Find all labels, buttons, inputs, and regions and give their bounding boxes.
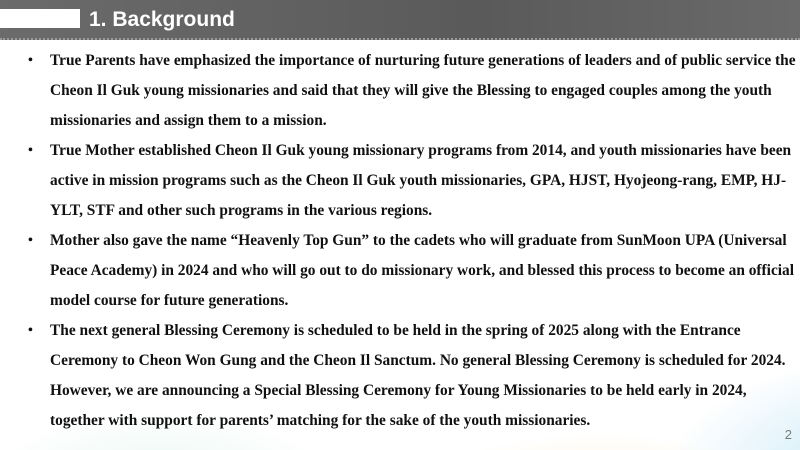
bullet-item xyxy=(24,136,800,226)
bullet-list xyxy=(24,46,800,436)
bullet-marker: • xyxy=(28,143,33,158)
bullet-marker: • xyxy=(28,53,33,68)
header-accent-box xyxy=(0,9,80,28)
header-dotted-divider xyxy=(0,38,800,40)
bullet-marker: • xyxy=(28,323,33,338)
bullet-text: The next general Blessing Ceremony is scheduled to be held in the spring of 2025 along with the Entrance Ceremony to Cheon Won Gung and the Cheon Il Sanctum. No general Blessing Ceremony is scheduled for 2024. However, we are announcing a Special Blessing Ceremony for Young Missionaries to be held early in 2024, together with support for parents’ matching for the sake of the youth missionaries. xyxy=(50,322,786,429)
bullet-text: True Mother established Cheon Il Guk young missionary programs from 2014, and youth missionaries have been active in mission programs such as the Cheon Il Guk youth missionaries, GPA, HJST, Hyojeong-rang, EMP, HJ-YLT, STF and other such programs in the various regions. xyxy=(50,142,792,219)
header-bar xyxy=(0,0,800,40)
page-number: 2 xyxy=(784,427,792,442)
bullet-text: True Parents have emphasized the importance of nurturing future generations of leaders and of public service the Cheon Il Guk young missionaries and said that they will give the Blessing to engaged couples among the youth missionaries and assign them to a mission. xyxy=(50,52,796,129)
bullet-item xyxy=(24,316,800,436)
bullet-item xyxy=(24,226,800,316)
bullet-text: Mother also gave the name “Heavenly Top Gun” to the cadets who will graduate from SunMoon UPA (Universal Peace Academy) in 2024 and who will go out to do missionary work, and blessed this process to become an official model course for future generations. xyxy=(50,232,795,309)
bullet-marker: • xyxy=(28,233,33,248)
slide-title: 1. Background xyxy=(89,8,235,31)
bullet-item xyxy=(24,46,800,136)
